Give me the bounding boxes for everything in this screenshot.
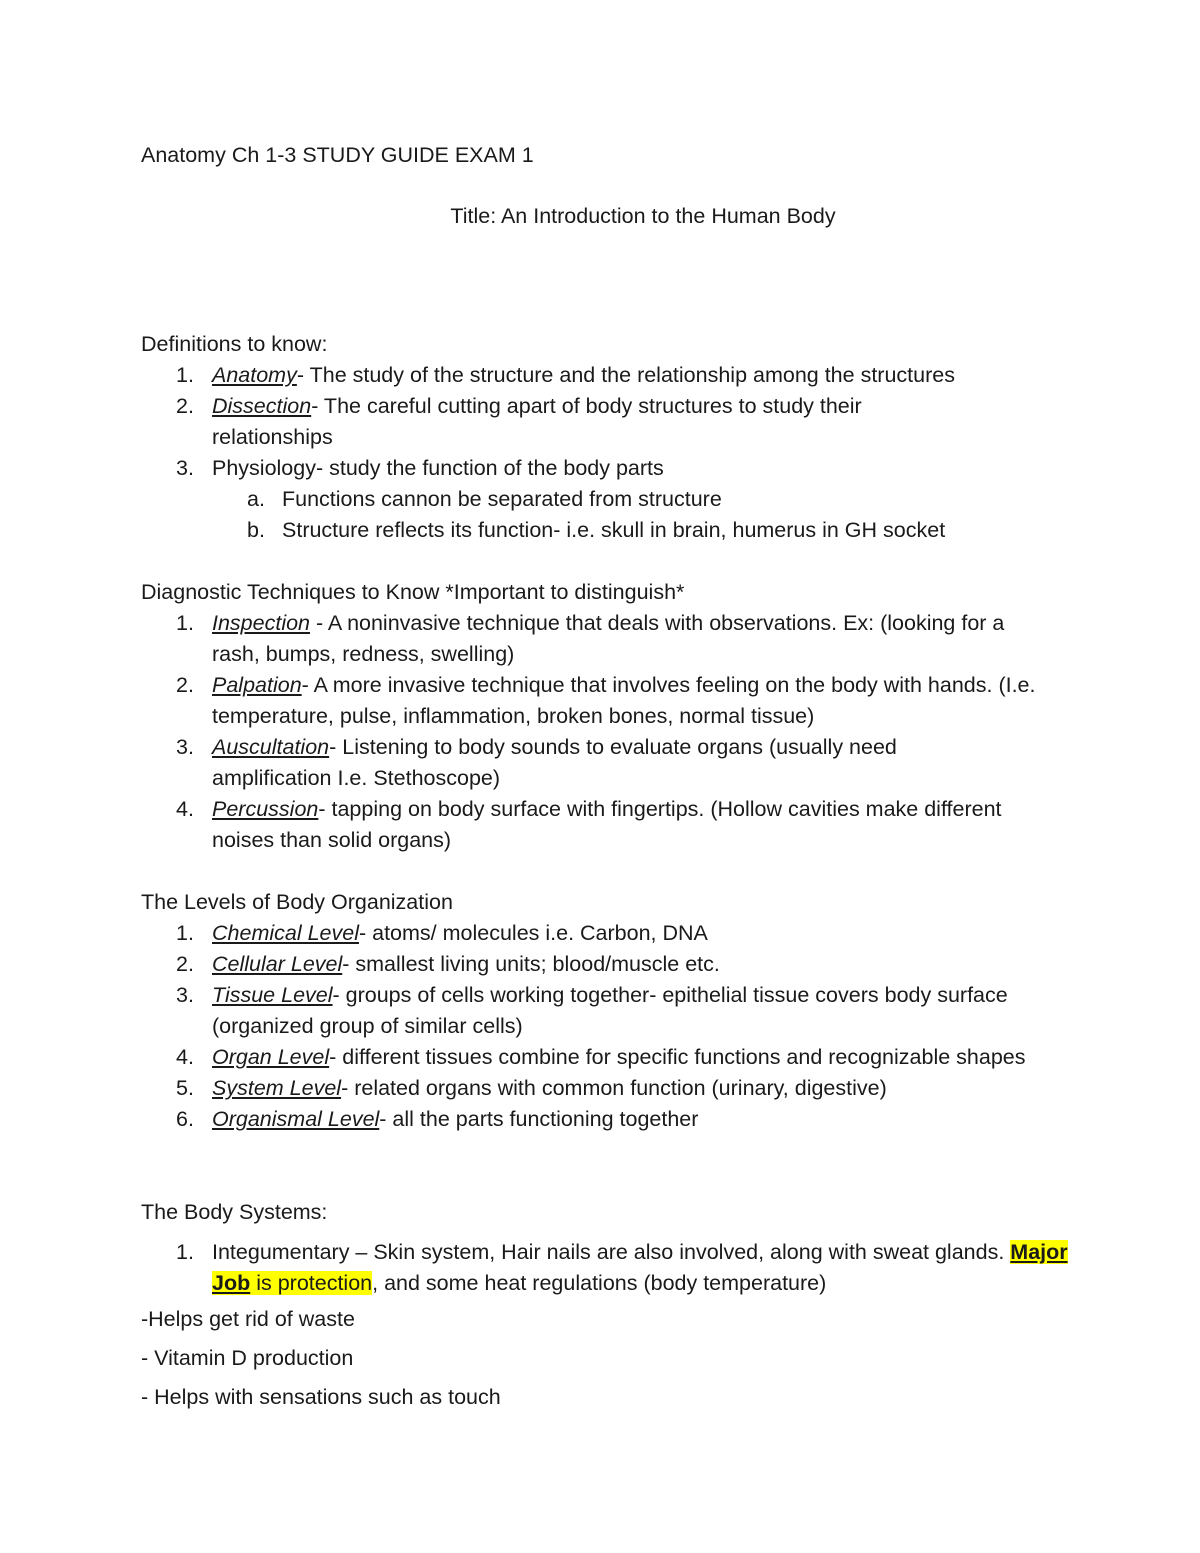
sub-list bbox=[141, 484, 1141, 546]
term: Dissection bbox=[212, 394, 312, 418]
definitions-heading: Definitions to know: bbox=[141, 332, 328, 356]
list-item: 1. Inspection - A noninvasive technique that deals with observations. Ex: (looking for a rash, bumps, redness, swelling) bbox=[176, 611, 1005, 666]
list-item: 1. Chemical Level- atoms/ molecules i.e. Carbon, DNA bbox=[176, 921, 708, 945]
levels-section bbox=[141, 887, 1141, 1135]
term: System Level bbox=[212, 1076, 342, 1100]
list-item: 6. Organismal Level- all the parts functioning together bbox=[176, 1107, 699, 1131]
diagnostic-section bbox=[141, 577, 1141, 856]
term: Organ Level bbox=[212, 1045, 330, 1069]
levels-list bbox=[141, 918, 1141, 1135]
term: Auscultation bbox=[212, 735, 330, 759]
levels-heading: The Levels of Body Organization bbox=[141, 890, 453, 914]
sub-list-item: b. Structure reflects its function- i.e. skull in brain, humerus in GH socket bbox=[247, 518, 946, 542]
diagnostic-list bbox=[141, 608, 1141, 856]
sub-list-item: a. Functions cannon be separated from structure bbox=[247, 487, 722, 511]
document-subtitle: Title: An Introduction to the Human Body bbox=[450, 204, 836, 228]
term: Cellular Level bbox=[212, 952, 343, 976]
list-item: 2. Palpation- A more invasive technique that involves feeling on the body with hands. (I.e. temperature, pulse, inflammation, broken bones, normal tissue) bbox=[176, 673, 1036, 728]
list-item: 5. System Level- related organs with common function (urinary, digestive) bbox=[176, 1076, 887, 1100]
term: Anatomy bbox=[212, 363, 297, 387]
note-line: -Helps get rid of waste bbox=[141, 1307, 355, 1331]
list-item: 2. Dissection- The careful cutting apart of body structures to study their relationships bbox=[176, 394, 862, 449]
definitions-list bbox=[141, 360, 1141, 546]
list-item: 2. Cellular Level- smallest living units; blood/muscle etc. bbox=[176, 952, 720, 976]
list-item: 4. Organ Level- different tissues combine for specific functions and recognizable shapes bbox=[176, 1045, 1026, 1069]
systems-section bbox=[141, 1197, 1141, 1228]
definitions-section bbox=[141, 329, 1141, 546]
list-item: 3. Physiology- study the function of the body parts bbox=[176, 456, 664, 480]
systems-list bbox=[141, 1237, 1141, 1299]
list-item: 3. Tissue Level- groups of cells working together- epithelial tissue covers body surface (organized group of similar cells) bbox=[176, 983, 1008, 1038]
diagnostic-heading: Diagnostic Techniques to Know *Important to distinguish* bbox=[141, 580, 685, 604]
document-title: Anatomy Ch 1-3 STUDY GUIDE EXAM 1 bbox=[141, 143, 534, 167]
highlighted-text: Major Job is protection bbox=[212, 1240, 1068, 1295]
term: Tissue Level bbox=[212, 983, 333, 1007]
term: Percussion bbox=[212, 797, 319, 821]
note-line: - Vitamin D production bbox=[141, 1346, 354, 1370]
list-item: 4. Percussion- tapping on body surface with fingertips. (Hollow cavities make different noises than solid organs) bbox=[176, 797, 1002, 852]
list-item: 3. Auscultation- Listening to body sounds to evaluate organs (usually need amplification I.e. Stethoscope) bbox=[176, 735, 897, 790]
list-item: 1. Integumentary – Skin system, Hair nails are also involved, along with sweat glands. Major Job is protection, and some heat regulations (body temperature) bbox=[176, 1240, 1068, 1295]
term: Inspection bbox=[212, 611, 311, 635]
term: Chemical Level bbox=[212, 921, 359, 945]
note-line: - Helps with sensations such as touch bbox=[141, 1385, 501, 1409]
term: Palpation bbox=[212, 673, 302, 697]
list-item: 1. Anatomy- The study of the structure and the relationship among the structures bbox=[176, 363, 955, 387]
systems-heading: The Body Systems: bbox=[141, 1200, 328, 1224]
term: Organismal Level bbox=[212, 1107, 380, 1131]
